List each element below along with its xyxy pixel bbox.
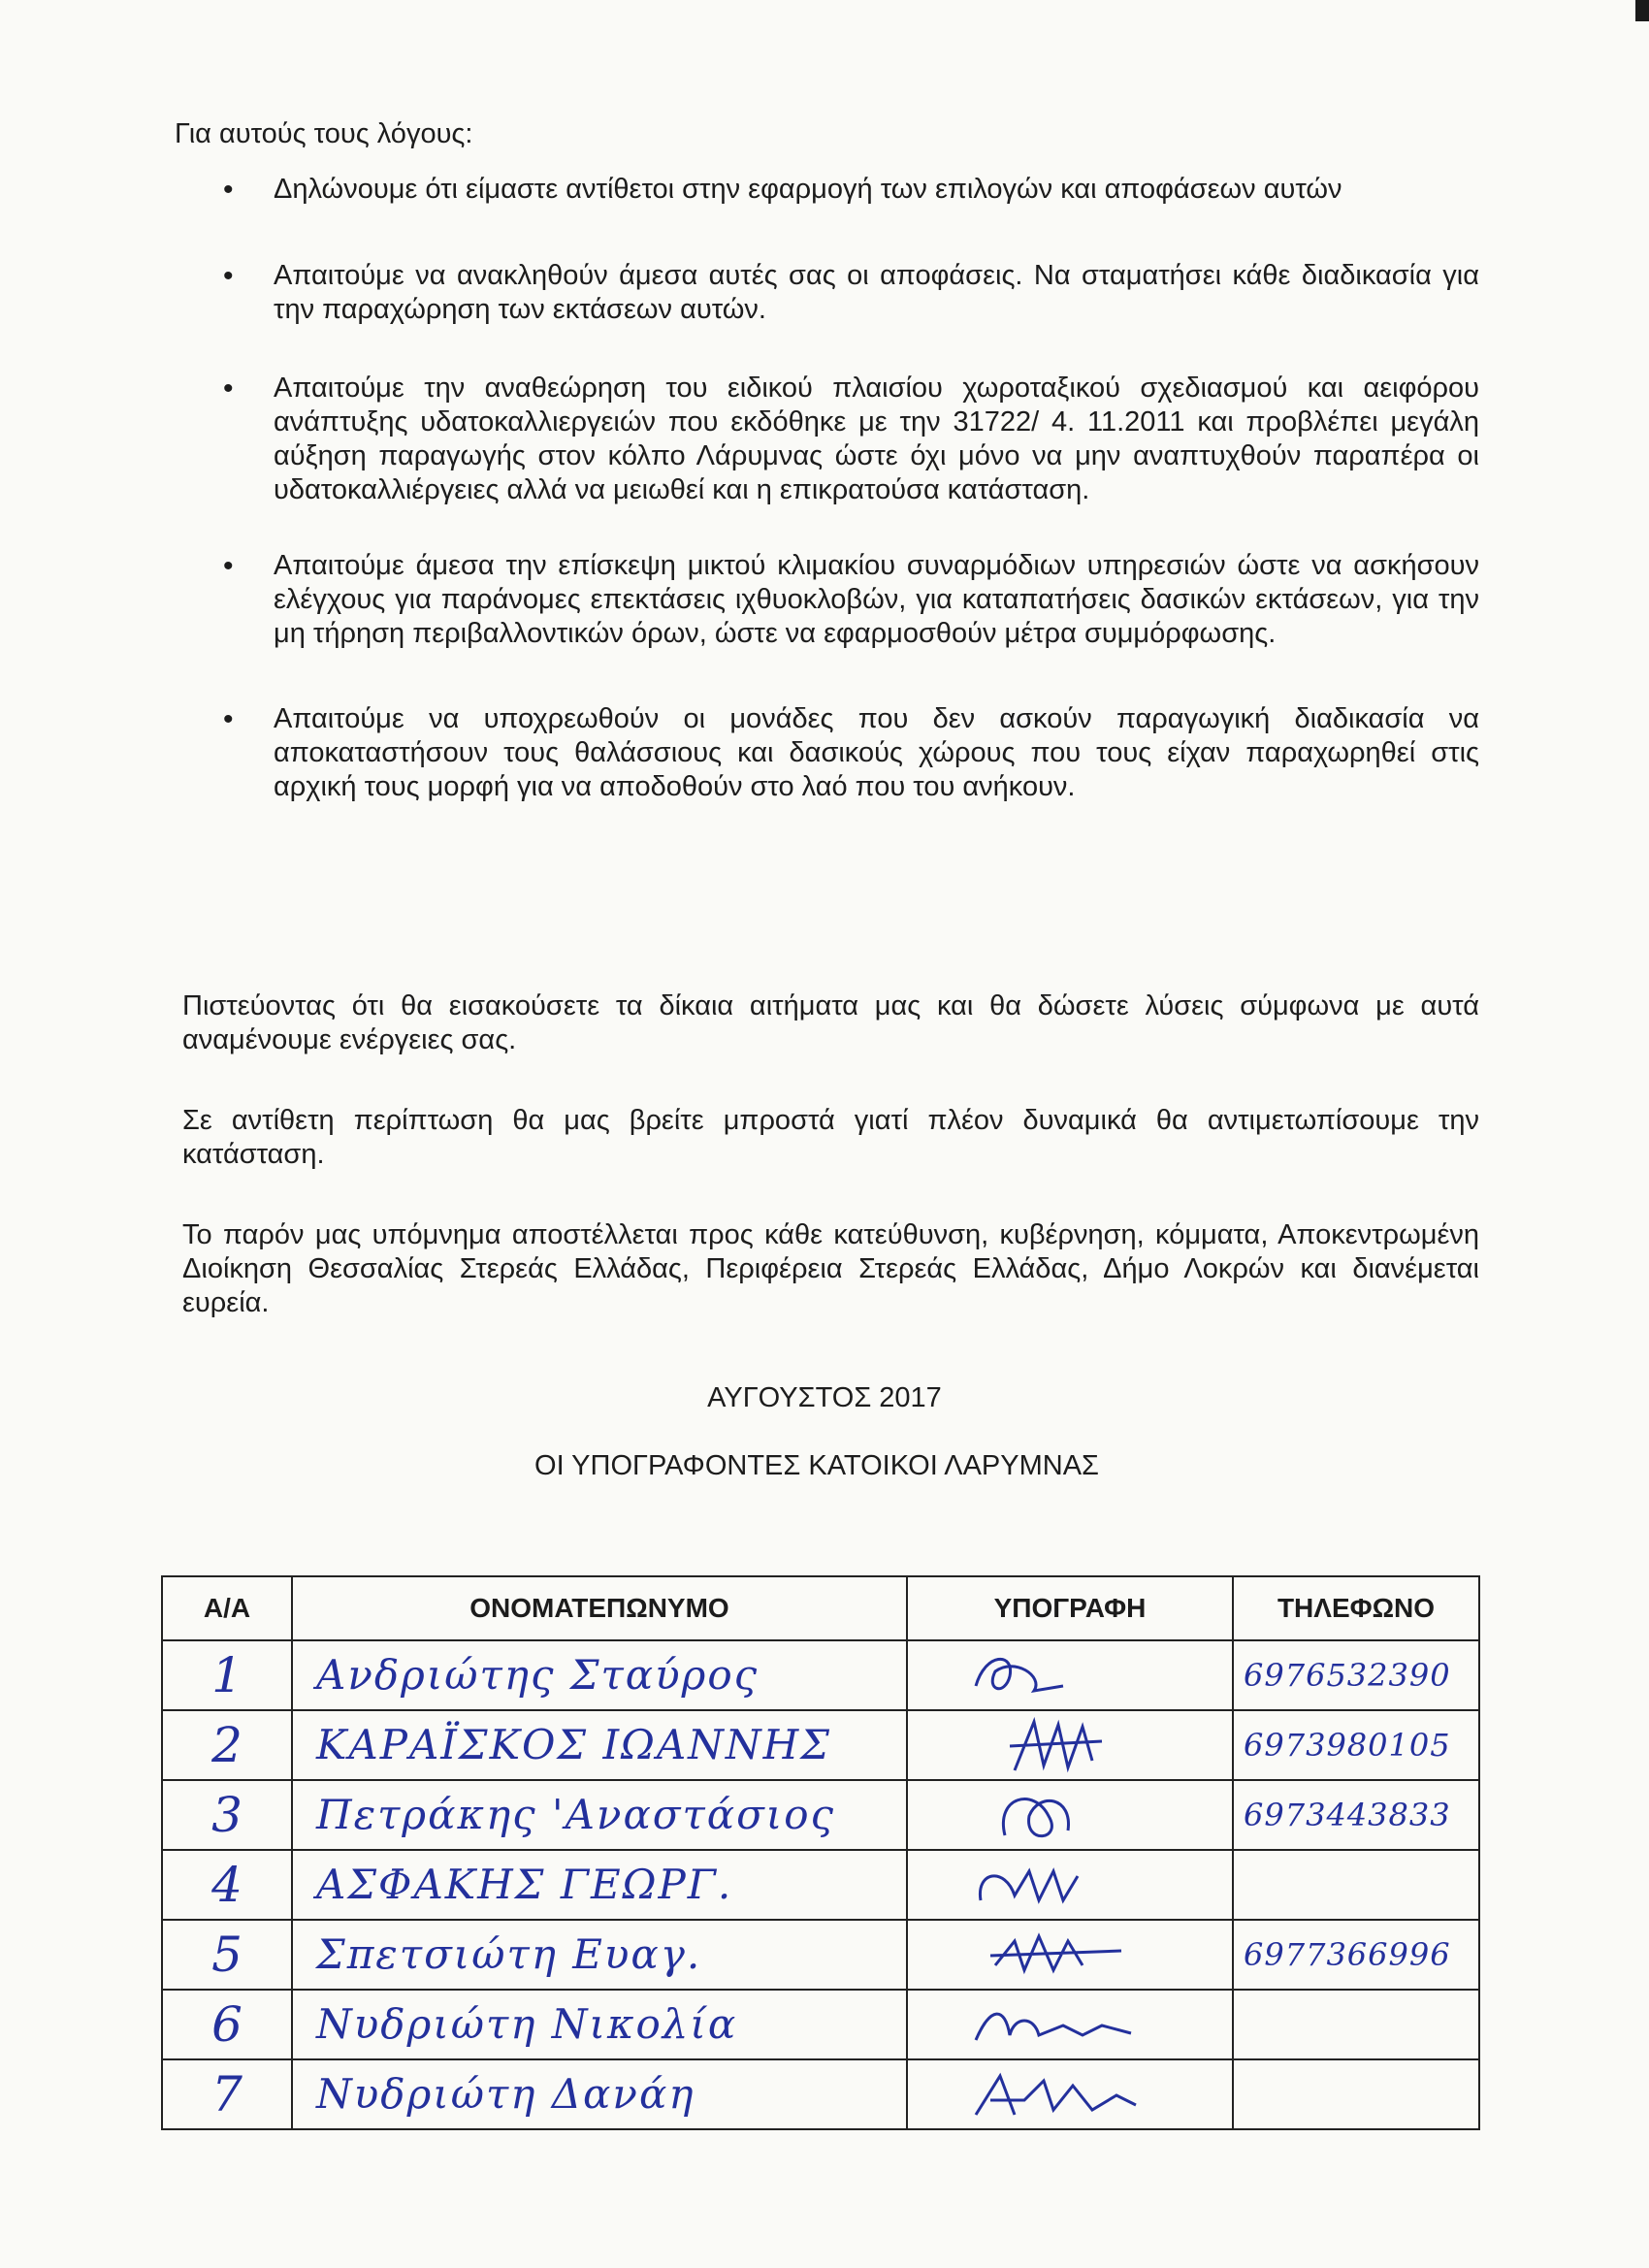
closing-paragraph: Πιστεύοντας ότι θα εισακούσετε τα δίκαια αιτήματα μας και θα δώσετε λύσεις σύμφωνα με αυτά αναμένουμε ενέργειες σας.	[182, 990, 1479, 1055]
row-name: Σπετσιώτη Ευαγ.	[316, 1930, 702, 1978]
handwritten-signature	[956, 1996, 1189, 2055]
row-number: 7	[211, 2066, 242, 2122]
col-header-number: Α/Α	[162, 1576, 292, 1640]
page-edge-mark	[1635, 0, 1649, 21]
row-phone	[1234, 2076, 1244, 2113]
demand-item: • Απαιτούμε να υποχρεωθούν οι μονάδες που δεν ασκούν παραγωγική διαδικασία να αποκαταστήσουν τους θαλάσσιους και δασικούς χώρους που τους είχαν παραχωρηθεί στις αρχική τους μορφή για να αποδοθούν στο λαό που του ανήκουν.	[223, 702, 1479, 804]
intro-line: Για αυτούς τους λόγους:	[175, 118, 473, 149]
row-phone: 6977366996	[1244, 1936, 1451, 1973]
table-row	[162, 1640, 1479, 1710]
col-header-phone: ΤΗΛΕΦΩΝΟ	[1233, 1576, 1479, 1640]
demand-item: • Απαιτούμε να ανακληθούν άμεσα αυτές σας οι αποφάσεις. Να σταματήσει κάθε διαδικασία για την παραχώρηση των εκτάσεων αυτών.	[223, 259, 1479, 327]
handwritten-signature	[956, 1927, 1189, 1985]
row-phone	[1234, 2006, 1244, 2043]
row-phone: 6976532390	[1244, 1657, 1451, 1694]
row-name: Νυδριώτη Νικολία	[316, 2000, 738, 2048]
demands-list	[223, 173, 1479, 804]
table-row	[162, 1710, 1479, 1780]
table-row	[162, 1920, 1479, 1990]
table-row	[162, 1780, 1479, 1850]
row-name: Πετράκης 'Αναστάσιος	[316, 1791, 836, 1838]
handwritten-signature	[956, 1647, 1189, 1705]
warning-paragraph: Σε αντίθετη περίπτωση θα μας βρείτε μπροστά γιατί πλέον δυναμικά θα αντιμετωπίσουμε την κατάσταση.	[182, 1105, 1479, 1170]
handwritten-signature	[956, 1717, 1189, 1775]
row-number: 5	[211, 1927, 242, 1983]
handwritten-signature	[956, 1857, 1189, 1915]
demand-item: • Απαιτούμε άμεσα την επίσκεψη μικτού κλιμακίου συναρμόδιων υπηρεσιών ώστε να ασκήσουν ελέγχους για παράνομες επεκτάσεις ιχθυοκλοβών, για καταπατήσεις δασικών εκτάσεων, για την μη τήρηση περιβαλλοντικών όρων, ώστε να εφαρμοσθούν μέτρα συμμόρφωσης.	[223, 549, 1479, 651]
document-date: ΑΥΓΟΥΣΤΟΣ 2017	[707, 1382, 942, 1413]
row-phone	[1234, 1866, 1244, 1903]
table-row	[162, 1990, 1479, 2059]
demand-item: • Δηλώνουμε ότι είμαστε αντίθετοι στην εφαρμογή των επιλογών και αποφάσεων αυτών	[223, 173, 1479, 207]
distribution-paragraph: Το παρόν μας υπόμνημα αποστέλλεται προς κάθε κατεύθυνση, κυβέρνηση, κόμματα, Αποκεντρωμένη Διοίκηση Θεσσαλίας Στερεάς Ελλάδας, Περιφέρεια Στερεάς Ελλάδας, Δήμο Λοκρών και διανέμεται ευρεία.	[182, 1219, 1479, 1318]
row-number: 6	[211, 1996, 242, 2053]
handwritten-signature	[956, 1787, 1189, 1845]
row-name: ΚΑΡΑΪΣΚΟΣ ΙΩΑΝΝΗΣ	[316, 1721, 832, 1768]
row-number: 4	[211, 1857, 242, 1913]
signatures-table	[161, 1575, 1480, 2130]
col-header-signature: ΥΠΟΓΡΑΦΗ	[907, 1576, 1233, 1640]
row-number: 3	[211, 1787, 242, 1843]
table-header-row	[162, 1576, 1479, 1640]
signatories-title: ΟΙ ΥΠΟΓΡΑΦΟΝΤΕΣ ΚΑΤΟΙΚΟΙ ΛΑΡΥΜΝΑΣ	[534, 1450, 1099, 1481]
demand-item: • Απαιτούμε την αναθεώρηση του ειδικού πλαισίου χωροταξικού σχεδιασμού και αειφόρου ανάπτυξης υδατοκαλλιεργειών που εκδόθηκε με την 31722/ 4. 11.2011 και προβλέπει μεγάλη αύξηση παραγωγής στον κόλπο Λάρυμνας ώστε όχι μόνο να μην αναπτυχθούν παραπέρα οι υδατοκαλλιέργειες αλλά να μειωθεί και η επικρατούσα κατάσταση.	[223, 372, 1479, 507]
row-number: 1	[211, 1647, 242, 1703]
table-row	[162, 2059, 1479, 2129]
row-phone: 6973980105	[1244, 1727, 1451, 1764]
row-number: 2	[211, 1717, 242, 1773]
row-name: ΑΣΦΑΚΗΣ ΓΕΩΡΓ.	[316, 1861, 733, 1908]
table-row	[162, 1850, 1479, 1920]
row-name: Ανδριώτης Σταύρος	[316, 1651, 760, 1699]
row-name: Νυδριώτη Δανάη	[316, 2070, 695, 2118]
col-header-name: ΟΝΟΜΑΤΕΠΩΝΥΜΟ	[292, 1576, 907, 1640]
row-phone: 6973443833	[1244, 1797, 1451, 1833]
handwritten-signature	[956, 2066, 1189, 2124]
